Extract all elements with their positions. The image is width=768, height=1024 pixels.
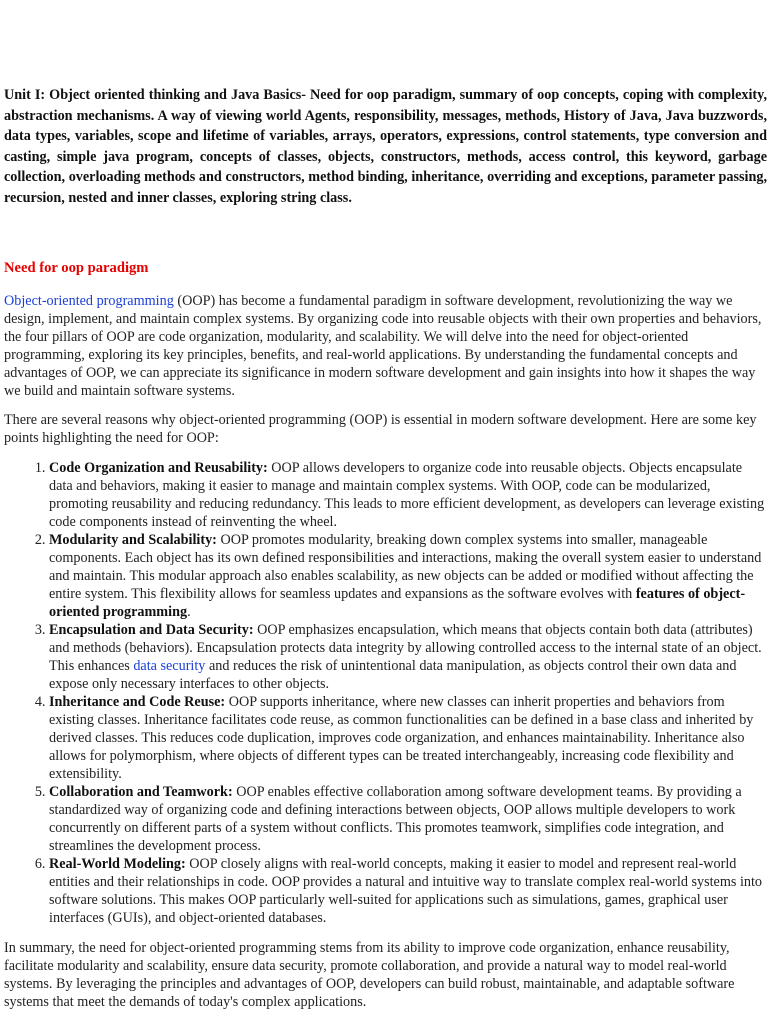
item-text: OOP emphasizes encapsulation, which means that objects contain both data (attributes) and methods (behaviors). Encapsulation protects data integrity by allowing controlled access to the internal state of an object. This enhances — [49, 622, 762, 675]
oop-link[interactable]: Object-oriented programming — [4, 292, 174, 309]
needs-list — [4, 459, 767, 927]
item-bold-phrase: features of object-oriented programming — [49, 586, 746, 621]
list-item — [49, 693, 767, 783]
list-item — [49, 459, 767, 531]
lead-in-paragraph: There are several reasons why object-oriented programming (OOP) is essential in modern software development. Here are some key points highlighting the need for OOP: — [4, 412, 757, 447]
item-term: Real-World Modeling: — [49, 856, 186, 873]
item-text: OOP enables effective collaboration among software development teams. By providing a standardized way of organizing code and defining interactions between objects, OOP allows multiple developers to work concurrently on different parts of a system without conflicts. This promotes teamwork, simplifies code integration, and streamlines the development process. — [49, 784, 742, 855]
summary-paragraph: In summary, the need for object-oriented programming stems from its ability to improve code organization, enhance reusability, facilitate modularity and scalability, ensure data security, promote collaboration, and provide a natural way to model real-world systems. By leveraging the principles and advantages of OOP, developers can build robust, maintainable, and adaptable software systems that meet the demands of today's complex applications. — [4, 940, 735, 1011]
data-security-link[interactable]: data security — [133, 658, 206, 675]
intro-text: (OOP) has become a fundamental paradigm in software development, revolutionizing the way we design, implement, and maintain complex systems. By organizing code into reusable objects with their own properties and behaviors, the four pillars of OOP are code organization, modularity, and scalability. We will delve into the need for object-oriented programming, exploring its key principles, benefits, and real-world applications. By understanding the fundamental concepts and advantages of OOP, we can appreciate its significance in modern software development and gain insights into how it shapes the way we build and maintain software systems. — [4, 292, 762, 400]
item-text: OOP closely aligns with real-world concepts, making it easier to model and represent real-world entities and their relationships in code. OOP provides a natural and intuitive way to translate complex real-world systems into software solutions. This makes OOP particularly well-suited for applications such as simulations, games, graphical user interfaces (GUIs), and object-oriented databases. — [49, 856, 763, 927]
item-text: OOP supports inheritance, where new classes can inherit properties and behaviors from existing classes. Inheritance facilitates code reuse, as common functionalities can be defined in a base class and inherited by derived classes. This reduces code duplication, improves code organization, and enhances maintainability. Inheritance also allows for polymorphism, where objects of different types can be treated interchangeably, increasing code flexibility and extensibility. — [49, 694, 754, 783]
list-item — [49, 783, 767, 855]
section-heading: Need for oop paradigm — [4, 259, 149, 276]
item-term: Modularity and Scalability: — [49, 532, 217, 549]
list-item — [49, 855, 767, 927]
item-text: OOP allows developers to organize code into reusable objects. Objects encapsulate data and behaviors, making it easier to manage and maintain complex systems. With OOP, code can be modularized, promoting reusability and reducing redundancy. This leads to more efficient development, as developers can leverage existing code components instead of reinventing the wheel. — [49, 460, 765, 531]
item-term: Encapsulation and Data Security: — [49, 622, 254, 639]
item-text: OOP promotes modularity, breaking down complex systems into smaller, manageable components. Each object has its own defined responsibilities and interactions, making the overall system easier to understand and maintain. This modular approach also enables scalability, as new objects can be added or modified without affecting the entire system. This flexibility allows for seamless updates and expansions as the software evolves with — [49, 532, 762, 603]
item-text-end: and reduces the risk of unintentional data manipulation, as objects control their own data and expose only necessary interfaces to other objects. — [49, 658, 737, 693]
item-term: Inheritance and Code Reuse: — [49, 694, 226, 711]
unit-heading: Unit I: Object oriented thinking and Java Basics- Need for oop paradigm, summary of oop concepts, coping with complexity, abstraction mechanisms. A way of viewing world Agents, responsibility, messages, methods, History of Java, Java buzzwords, data types, variables, scope and lifetime of variables, arrays, operators, expressions, control statements, type conversion and casting, simple java program, concepts of classes, objects, constructors, methods, access control, this keyword, garbage collection, overloading methods and constructors, method binding, inheritance, overriding and exceptions, parameter passing, recursion, nested and inner classes, exploring string class. — [4, 87, 767, 206]
list-item — [49, 531, 767, 621]
list-item — [49, 621, 767, 693]
item-term: Collaboration and Teamwork: — [49, 784, 233, 801]
intro-paragraph — [4, 292, 767, 401]
item-text-end: . — [187, 604, 191, 621]
item-term: Code Organization and Reusability: — [49, 460, 268, 477]
